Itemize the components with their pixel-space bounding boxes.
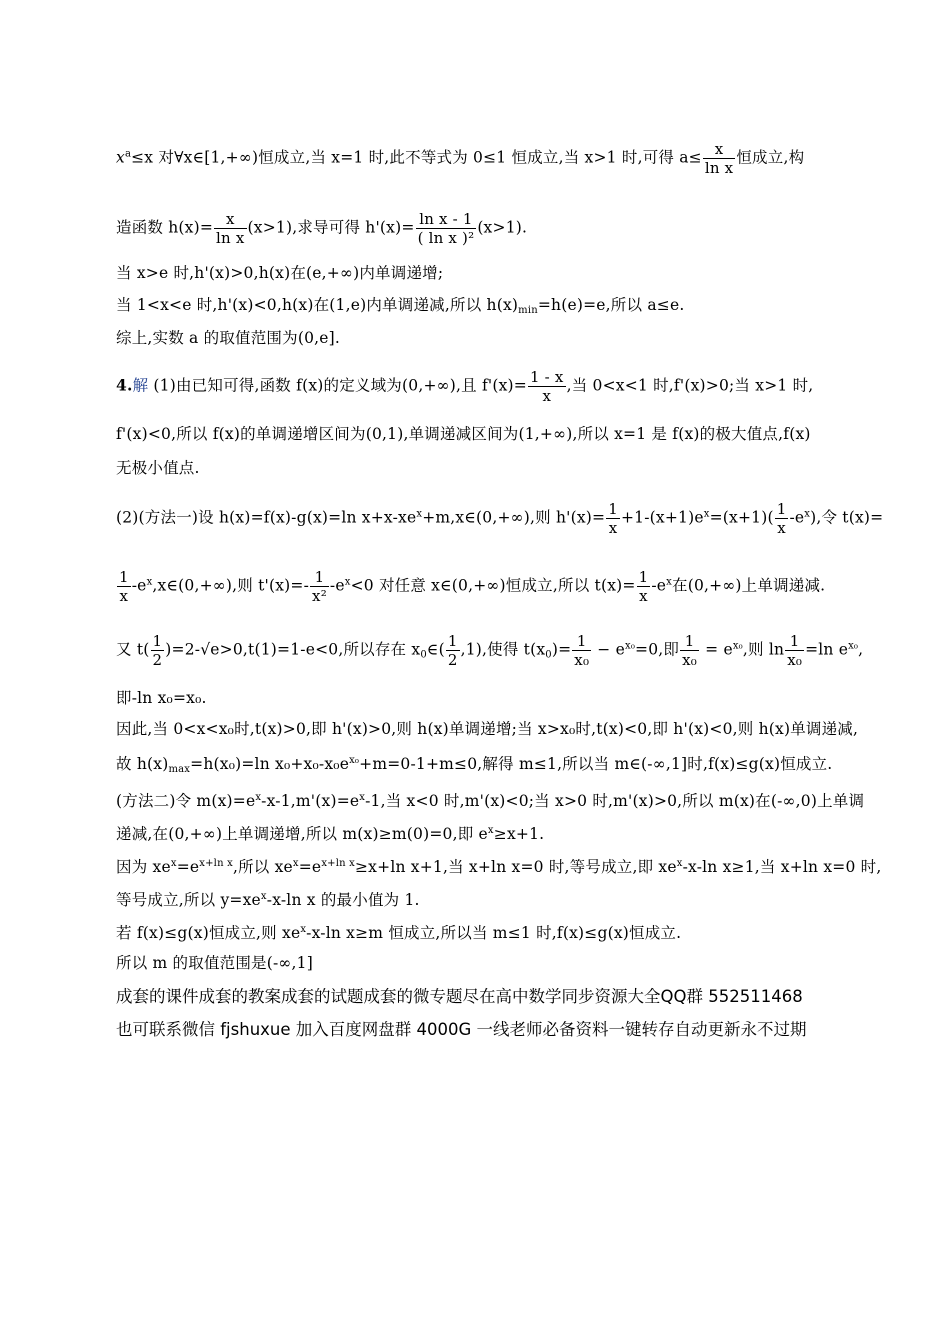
fraction [528,368,566,405]
text: =e [176,858,200,876]
text: -e [329,576,345,595]
superscript: x₀ [349,755,360,766]
text: 故 h(x) [116,755,169,773]
superscript: x [676,858,683,869]
superscript: x₀ [624,640,636,652]
line-5: 综上,实数 a 的取值范围为(0,e]. [116,329,341,347]
subscript: min [518,305,538,316]
line-4 [116,295,836,321]
fraction [214,210,247,247]
line-16 [116,821,836,844]
superscript: x [170,858,177,869]
superscript: x [292,858,299,869]
text: − e [592,640,625,659]
fraction [680,632,699,669]
text: 在(0,+∞)上单调递减. [672,576,826,595]
text: ,1),使得 t(x [460,640,546,659]
denominator: ln x [216,229,245,247]
text: =h(x₀)=ln x₀+x₀-x₀e [190,755,350,773]
fraction [117,568,131,605]
superscript: x [416,508,423,520]
text: -1,当 x<0 时,m'(x)<0;当 x>0 时,m'(x)>0,所以 m(x)在(-∞,0)上单调 [365,792,865,810]
line-12: 即-ln x₀=x₀. [116,689,207,707]
line-20: 所以 m 的取值范围是(-∞,1] [116,954,313,972]
fraction [775,500,789,537]
text: 递减,在(0,+∞)上单调递增,所以 m(x)≥m(0)=0,即 e [116,825,488,843]
superscript: x+ln x [321,858,355,869]
line-17 [116,854,882,877]
denominator: x [606,518,620,537]
fraction [572,632,591,669]
superscript: x [344,576,351,588]
fraction [785,632,804,669]
superscript: x₀ [732,640,743,652]
numerator: 1 [789,632,800,650]
text: -x-ln x 的最小值为 1. [266,891,420,909]
text: 当 1<x<e 时,h'(x)<0,h(x)在(1,e)内单调递减,所以 h(x) [116,296,519,314]
numerator: 1 - x [529,368,564,386]
numerator: x [225,210,235,228]
text: +m=0-1+m≤0,解得 m≤1,所以当 m∈(-∞,1]时,f(x)≤g(x)恒成立. [359,755,833,773]
numerator: 1 [447,632,458,650]
text: =0,即 [635,640,680,659]
text: (1)由已知可得,函数 f(x)的定义域为(0,+∞),且 f'(x)= [148,376,527,395]
numerator: 1 [152,632,163,650]
line-15 [116,788,865,811]
subscript: max [168,764,191,775]
text: -e [789,508,805,527]
text: 又 t( [116,640,150,659]
text: =e [298,858,322,876]
numerator: 1 [314,568,325,586]
text: ,则 ln [742,640,785,659]
line-3: 当 x>e 时,h'(x)>0,h(x)在(e,+∞)内单调递增; [116,264,444,282]
text: ,当 0<x<1 时,f'(x)>0;当 x>1 时, [566,376,814,395]
line-11 [116,632,864,669]
superscript: x [255,792,262,803]
superscript: x [703,508,710,520]
line-9 [116,500,884,537]
text: )=2-√e>0,t(1)=1-e<0,所以存在 x [165,640,421,659]
denominator: ( ln x )² [417,229,475,247]
text: 造函数 h(x)= [116,218,214,237]
text: x [116,148,125,167]
text: = e [700,640,733,659]
line-8: 无极小值点. [116,459,200,477]
superscript: x₀ [848,640,859,652]
line-2 [116,210,836,247]
denominator: x [775,518,789,537]
line-6 [116,368,836,405]
fraction [703,140,736,177]
text: =h(e)=e,所以 a≤e. [537,296,685,314]
text: =(x+1)( [709,508,774,527]
text: ≥x+1. [493,825,545,843]
text: 若 f(x)≤g(x)恒成立,则 xe [116,924,301,942]
text: +m,x∈(0,+∞),则 h'(x)= [422,508,606,527]
numerator: x [714,140,724,158]
superscript: x [300,924,307,935]
denominator: x₀ [682,651,697,669]
numerator: 1 [608,500,618,518]
fraction [151,632,165,669]
numerator: 1 [576,632,587,650]
superscript: x+ln x [199,858,233,869]
fraction [606,500,620,537]
fraction [637,568,651,605]
ad-line-1: 成套的课件成套的教案成套的试题成套的微专题尽在高中数学同步资源大全QQ群 552511468 [116,987,803,1006]
denominator: x [117,586,131,605]
line-7: f'(x)<0,所以 f(x)的单调递增区间为(0,1),单调递减区间为(1,+∞),所以 x=1 是 f(x)的极大值点,f(x) [116,425,811,443]
text: ≥x+ln x+1,当 x+ln x=0 时,等号成立,即 xe [355,858,677,876]
text: ≤x 对∀x∈[1,+∞)恒成立,当 x=1 时,此不等式为 0≤1 恒成立,当 x>1 时,可得 a≤ [131,148,702,167]
text: +1-(x+1)e [620,508,704,527]
fraction [310,568,329,605]
text: (x>1). [477,218,528,237]
line-18 [116,887,836,910]
text: (2)(方法一)设 h(x)=f(x)-g(x)=ln x+x-xe [116,508,417,527]
question-number: 4. [116,375,133,395]
superscript: a [124,148,132,160]
line-10 [116,568,836,605]
text: -x-ln x≥1,当 x+ln x=0 时, [682,858,882,876]
numerator: 1 [638,568,649,586]
denominator: 2 [447,651,458,669]
superscript: x [666,576,672,588]
text: <0 对任意 x∈(0,+∞)恒成立,所以 t(x)= [350,576,636,595]
superscript: x [804,508,811,520]
superscript: x [359,792,366,803]
superscript: x [260,891,267,902]
superscript: x [487,825,494,836]
text: 恒成立,构 [736,148,805,167]
text: -e [651,576,667,595]
ad-line-2: 也可联系微信 fjshuxue 加入百度网盘群 4000G 一线老师必备资料一键转存自动更新永不过期 [116,1020,807,1039]
text: 因为 xe [116,858,171,876]
denominator: x [637,586,651,605]
text: -x-ln x≥m 恒成立,所以当 m≤1 时,f(x)≤g(x)恒成立. [306,924,682,942]
text: =ln e [805,640,849,659]
text: ∈( [426,640,445,659]
subscript: 0 [420,649,427,661]
text: -x-1,m'(x)=e [261,792,360,810]
line-1 [116,140,836,177]
denominator: x [528,386,566,405]
text: ,x∈(0,+∞),则 t'(x)=- [152,576,310,595]
line-13: 因此,当 0<x<x₀时,t(x)>0,即 h'(x)>0,则 h(x)单调递增;当 x>x₀时,t(x)<0,即 h'(x)<0,则 h(x)单调递减, [116,720,859,738]
text: , [858,640,864,659]
text: ),令 t(x)= [810,508,884,527]
text: (方法二)令 m(x)=e [116,792,256,810]
numerator: ln x - 1 [419,210,473,228]
numerator: 1 [119,568,129,586]
text: )= [551,640,572,659]
line-19 [116,920,836,943]
numerator: 1 [776,500,787,518]
denominator: x² [312,587,327,605]
answer-label: 解 [132,376,149,395]
text: -e [131,576,147,595]
text: ,所以 xe [232,858,293,876]
text: (x>1),求导可得 h'(x)= [247,218,415,237]
line-14 [116,751,836,780]
fraction [446,632,460,669]
numerator: 1 [684,632,695,650]
text: 等号成立,所以 y=xe [116,891,261,909]
denominator: 2 [152,651,163,669]
superscript: x [146,576,153,588]
denominator: x₀ [574,651,590,669]
denominator: x₀ [787,651,803,669]
subscript: 0 [545,649,552,661]
fraction [416,210,477,247]
denominator: ln x [704,159,734,177]
